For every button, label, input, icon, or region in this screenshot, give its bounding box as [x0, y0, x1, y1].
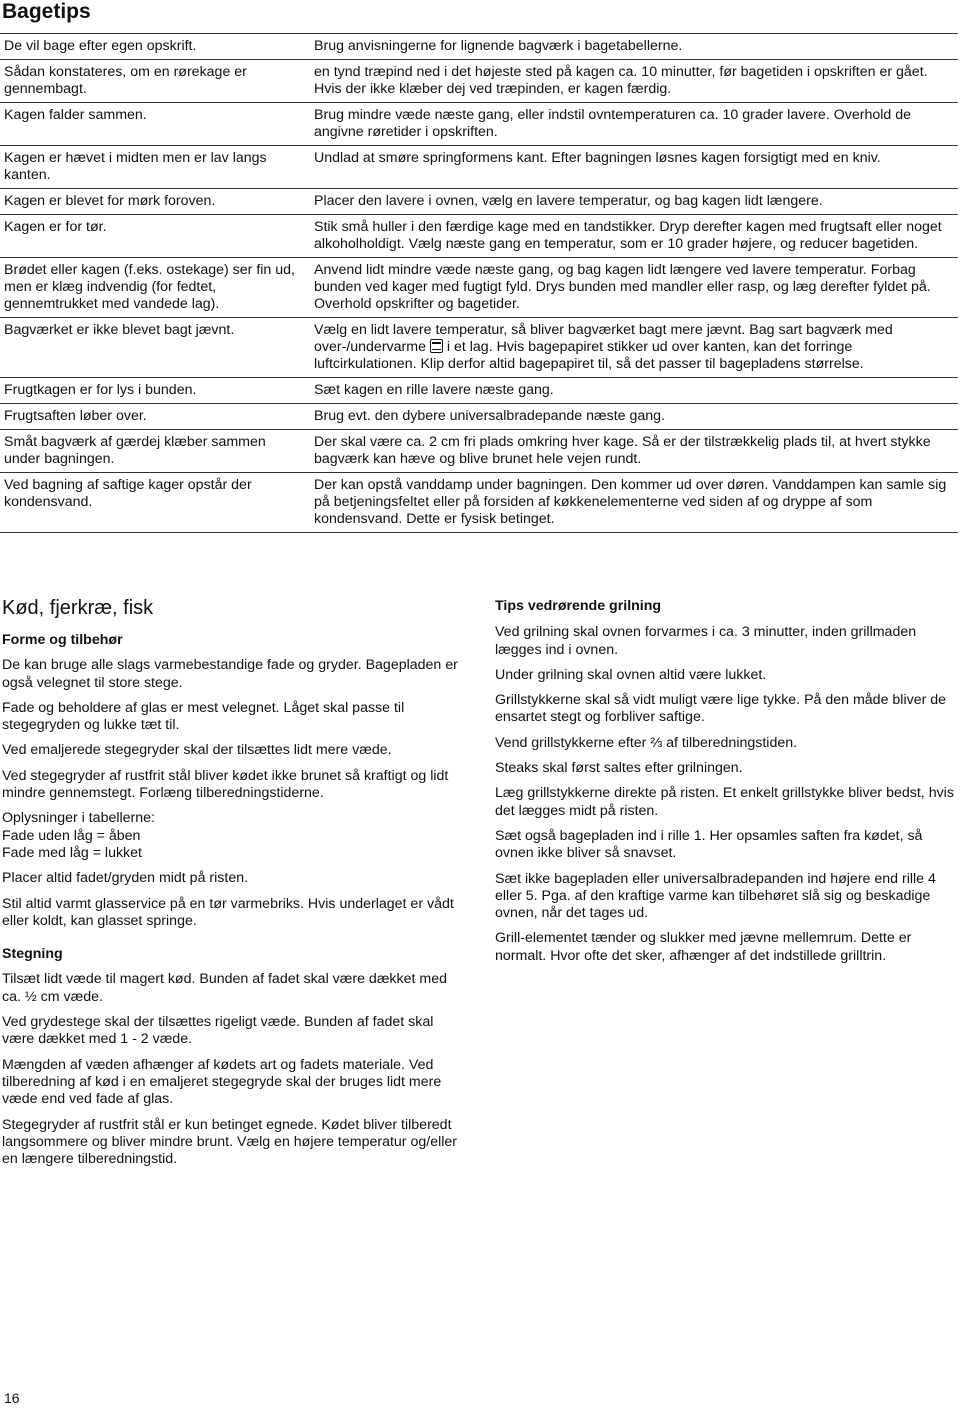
solution-text-before-icon: Vælg en lidt lavere temperatur, så bliver bagværket bagt mere jævnt. Bag sart bagværk med over-/undervarme: [314, 322, 893, 355]
page-number: 16: [4, 1390, 20, 1406]
section-title: Kød, fjerkræ, fisk: [2, 597, 154, 619]
solution-cell: Undlad at smøre springformens kant. Efter bagningen løsnes kagen forsigtigt med en kniv.: [310, 146, 958, 189]
solution-cell: Brug mindre væde næste gang, eller indstil ovntemperaturen ca. 10 grader lavere. Overhold de angivne røretider i opskriften.: [310, 103, 958, 146]
solution-cell: Stik små huller i den færdige kage med en tandstikker. Dryp derefter kagen med frugtsaft eller noget alkoholholdigt. Vælg næste gang en temperatur, som er 10 grader højere, og reducer bagetiden.: [310, 215, 958, 258]
problem-cell: Sådan konstateres, om en rørekage er gennembagt.: [0, 60, 310, 103]
top-bottom-heat-icon: [430, 339, 443, 353]
paragraph: Stil altid varmt glasservice på en tør varmebriks. Hvis underlaget er vådt eller koldt, kan glasset springe.: [2, 895, 454, 929]
table-row: [0, 103, 958, 146]
solution-cell: Brug anvisningerne for lignende bagværk i bagetabellerne.: [310, 34, 958, 60]
problem-cell: Kagen er hævet i midten men er lav langs kanten.: [0, 146, 310, 189]
info-line: Fade med låg = lukket: [2, 844, 142, 861]
paragraph: Mængden af væden afhænger af kødets art og fadets materiale. Ved tilberedning af kød i en emaljeret stegegryde skal der bruges lidt mere væde end ved fade af glas.: [2, 1056, 442, 1108]
subsection-heading: Tips vedrørende grilning: [495, 598, 662, 614]
table-row: [0, 60, 958, 103]
paragraph: Ved grydestege skal der tilsættes rigeligt væde. Bunden af fadet skal være dækket med 1 - 2 væde.: [2, 1014, 434, 1048]
list-item: Ved grilning skal ovnen forvarmes i ca. 3 minutter, inden grillmaden lægges ind i ovnen.: [495, 624, 917, 658]
problem-cell: Frugtkagen er for lys i bunden.: [0, 378, 310, 404]
solution-cell: Brug evt. den dybere universalbradepande næste gang.: [310, 404, 958, 430]
solution-cell: Placer den lavere i ovnen, vælg en lavere temperatur, og bag kagen lidt længere.: [310, 189, 958, 215]
subsection-heading: Forme og tilbehør: [2, 632, 123, 648]
paragraph: Ved emaljerede stegegryder skal der tilsættes lidt mere væde.: [2, 742, 392, 759]
list-item: Grill-elementet tænder og slukker med jævne mellemrum. Dette er normalt. Hvor ofte det sker, afhænger af det indstillede grilltrin.: [495, 930, 912, 964]
table-row: [0, 378, 958, 404]
info-line: Oplysninger i tabellerne:: [2, 810, 155, 827]
problem-cell: Ved bagning af saftige kager opstår der kondensvand.: [0, 473, 310, 533]
table-row: [0, 404, 958, 430]
table-row: [0, 430, 958, 473]
table-row: [0, 258, 958, 318]
problem-cell: De vil bage efter egen opskrift.: [0, 34, 310, 60]
meat-section: [2, 596, 462, 1176]
table-row: [0, 473, 958, 533]
solution-cell: Anvend lidt mindre væde næste gang, og bag kagen lidt længere ved lavere temperatur. Forbag bunden ved kager med fugtigt fyld. Drys bunden med mandler eller rasp, og læg derefter fyldet på. Overhold opskrifter og bagetider.: [310, 258, 958, 318]
table-row: [0, 189, 958, 215]
problem-cell: Frugtsaften løber over.: [0, 404, 310, 430]
problem-cell: Bagværket er ikke blevet bagt jævnt.: [0, 318, 310, 378]
problem-cell: Småt bagværk af gærdej klæber sammen under bagningen.: [0, 430, 310, 473]
list-item: Vend grillstykkerne efter ⅔ af tilberedningstiden.: [495, 734, 798, 751]
solution-text-after-icon: i et lag. Hvis bagepapiret stikker ud over kanten, kan det forringe luftcirkulationen. Klip derfor altid bagepapiret til, så det passer til bagepladens størrelse.: [314, 339, 864, 372]
list-item: Sæt også bagepladen ind i rille 1. Her opsamles saften fra kødet, så ovnen ikke bliver så snavset.: [495, 827, 923, 862]
problem-cell: Brødet eller kagen (f.eks. ostekage) ser fin ud, men er klæg indvendig (for fedtet, gennemtrukket med vandede lag).: [0, 258, 310, 318]
paragraph: Tilsæt lidt væde til magert kød. Bunden af fadet skal være dækket med ca. ½ cm væde.: [2, 971, 447, 1005]
subsection-heading: Stegning: [2, 946, 63, 963]
problem-cell: Kagen er for tør.: [0, 215, 310, 258]
paragraph: De kan bruge alle slags varmebestandige fade og gryder. Bagepladen er også velegnet til store stege.: [2, 657, 458, 691]
solution-cell: [310, 318, 958, 378]
paragraph: Ved stegegryder af rustfrit stål bliver kødet ikke brunet så kraftigt og lidt mindre gennemstegt. Forlæng tilberedningstiderne.: [2, 767, 449, 802]
list-item: Sæt ikke bagepladen eller universalbradepanden ind højere end rille 4 eller 5. Pga. af den kraftige varme kan tilbehøret slå sig og beskadige ovnen, når det tages ud.: [495, 870, 936, 922]
problem-cell: Kagen er blevet for mørk foroven.: [0, 189, 310, 215]
table-row: [0, 34, 958, 60]
info-line: Fade uden låg = åben: [2, 827, 141, 844]
list-item: Læg grillstykkerne direkte på risten. Et enkelt grillstykke bliver bedst, hvis det lægges midt på risten.: [495, 785, 954, 819]
list-item: Under grilning skal ovnen altid være lukket.: [495, 666, 767, 683]
table-info: [2, 810, 462, 862]
list-item: Steaks skal først saltes efter grilningen.: [495, 760, 743, 777]
table-row: [0, 318, 958, 378]
paragraph: Fade og beholdere af glas er mest velegnet. Låget skal passe til stegegryden og lukke tæt til.: [2, 699, 405, 734]
table-row: [0, 146, 958, 189]
baking-tips-table: [0, 33, 958, 533]
table-row: [0, 215, 958, 258]
solution-cell: Der kan opstå vanddamp under bagningen. Den kommer ud over døren. Vanddampen kan samle sig på betjeningsfeltet eller på forsiden af køkkenelementerne ved siden af og dryppe af som kondensvand. Dette er fysisk betinget.: [310, 473, 958, 533]
page-title: Bagetips: [2, 0, 91, 23]
paragraph: Placer altid fadet/gryden midt på risten.: [2, 870, 249, 887]
list-item: Grillstykkerne skal så vidt muligt være lige tykke. På den måde bliver de ensartet stegt og forbliver saftige.: [495, 692, 947, 726]
solution-cell: Sæt kagen en rille lavere næste gang.: [310, 378, 958, 404]
problem-cell: Kagen falder sammen.: [0, 103, 310, 146]
solution-cell: Der skal være ca. 2 cm fri plads omkring hver kage. Så er der tilstrækkelig plads til, at hvert stykke bagværk kan hæve og blive brunet hele vejen rundt.: [310, 430, 958, 473]
grill-section: [495, 598, 957, 973]
solution-cell: en tynd træpind ned i det højeste sted på kagen ca. 10 minutter, før bagetiden i opskriften er gået. Hvis der ikke klæber dej ved træpinden, er kagen færdig.: [310, 60, 958, 103]
paragraph: Stegegryder af rustfrit stål er kun betinget egnede. Kødet bliver tilberedt langsommere og bliver mindre brunt. Vælg en højere temperatur og/eller en længere tilberedningstid.: [2, 1116, 458, 1168]
